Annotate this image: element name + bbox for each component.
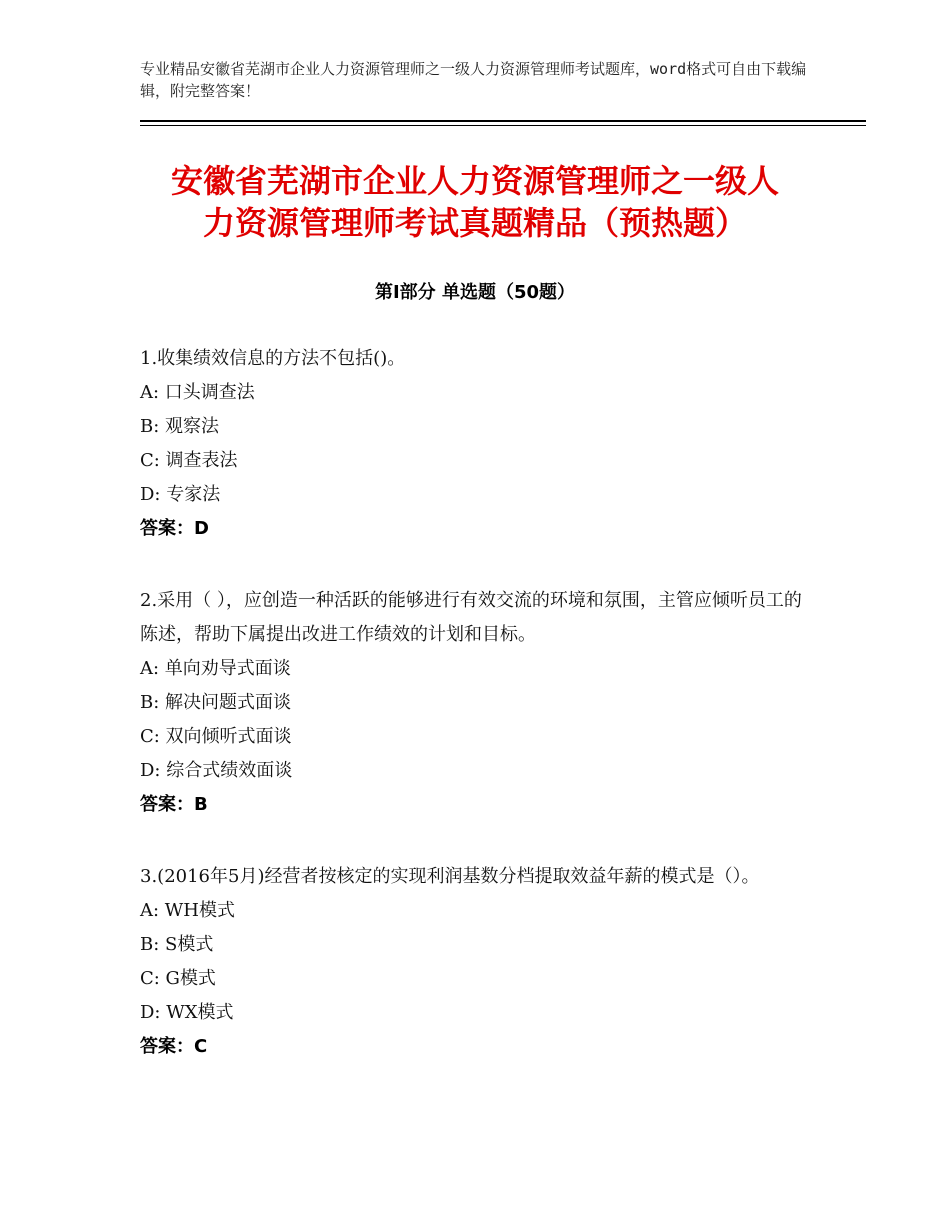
question-1 <box>140 342 810 546</box>
option-a: A: WH模式 <box>140 900 235 921</box>
answer: 答案：C <box>140 1036 208 1057</box>
question-stem: 2.采用（ ），应创造一种活跃的能够进行有效交流的环境和氛围，主管应倾听员工的陈述，帮助下属提出改进工作绩效的计划和目标。 <box>140 590 802 645</box>
option-b: B: 解决问题式面谈 <box>140 692 292 713</box>
question-list <box>140 342 810 1102</box>
option-c: C: 双向倾听式面谈 <box>140 726 292 747</box>
question-3 <box>140 860 810 1064</box>
document-title <box>100 160 850 244</box>
option-a: A: 单向劝导式面谈 <box>140 658 291 679</box>
option-c: C: 调查表法 <box>140 450 238 471</box>
option-d: D: 专家法 <box>140 484 221 505</box>
header-rule-thin <box>140 125 866 126</box>
option-b: B: S模式 <box>140 934 214 955</box>
section-title: 第Ⅰ部分 单选题（50题） <box>374 282 575 303</box>
answer: 答案：D <box>140 518 209 539</box>
title-line-1: 安徽省芜湖市企业人力资源管理师之一级人 <box>170 162 779 200</box>
question-stem: 3.(2016年5月)经营者按核定的实现利润基数分档提取效益年薪的模式是（）。 <box>140 866 760 887</box>
option-b: B: 观察法 <box>140 416 220 437</box>
option-c: C: G模式 <box>140 968 216 989</box>
option-a: A: 口头调查法 <box>140 382 255 403</box>
answer: 答案：B <box>140 794 208 815</box>
option-d: D: 综合式绩效面谈 <box>140 760 293 781</box>
question-2 <box>140 584 810 822</box>
option-d: D: WX模式 <box>140 1002 234 1023</box>
question-stem: 1.收集绩效信息的方法不包括()。 <box>140 348 406 369</box>
header-note: 专业精品安徽省芜湖市企业人力资源管理师之一级人力资源管理师考试题库，word格式可自由下载编辑，附完整答案！ <box>140 60 807 100</box>
title-line-2: 力资源管理师考试真题精品（预热题） <box>202 204 747 242</box>
header-rule-thick <box>140 120 866 122</box>
